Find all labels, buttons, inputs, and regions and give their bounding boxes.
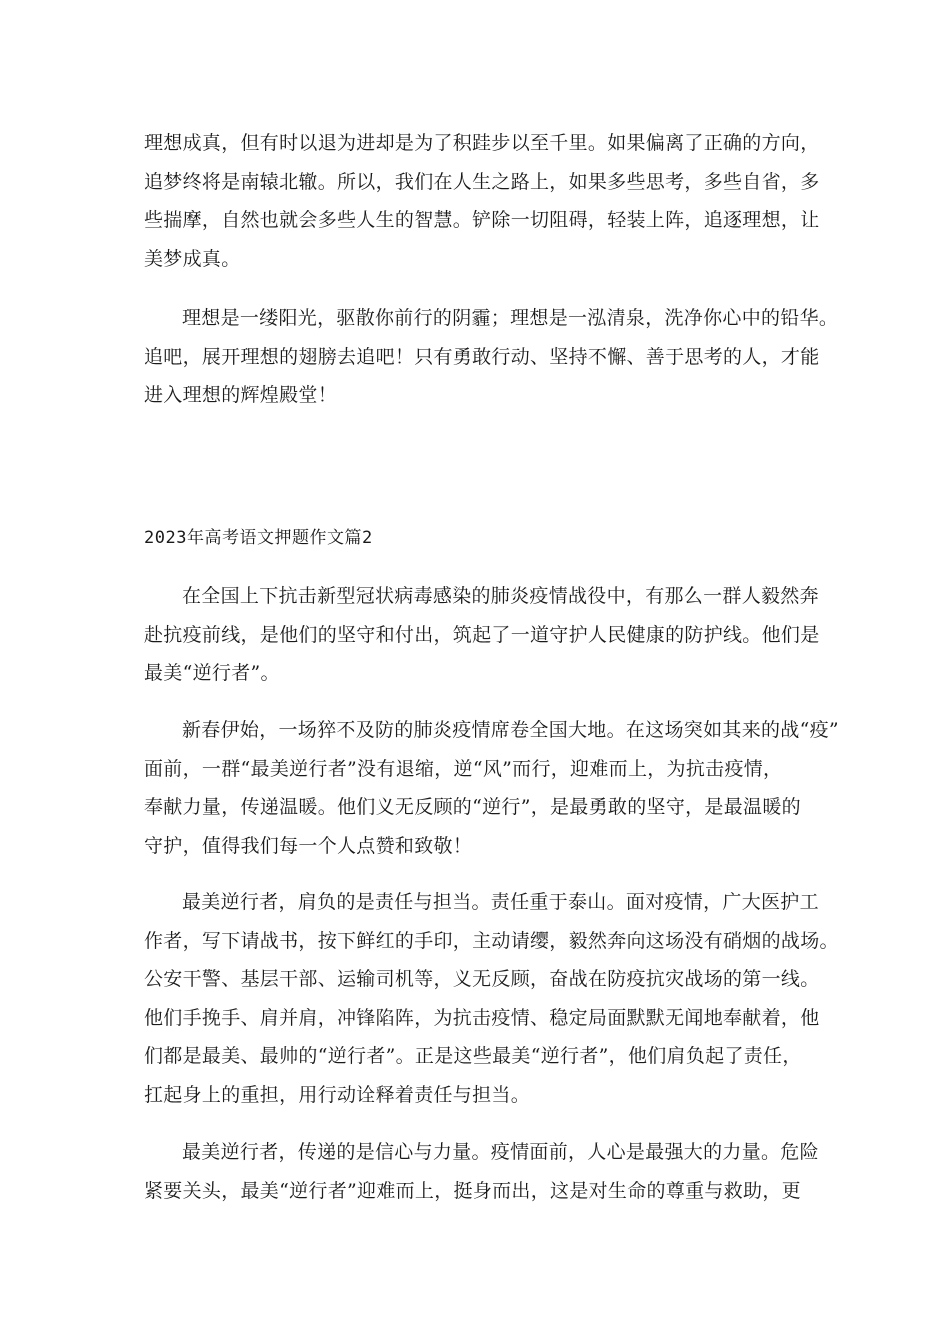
paragraph-line: 面前，一群“最美逆行者”没有退缩，逆“风”而行，迎难而上，为抗击疫情， bbox=[144, 757, 783, 780]
paragraph-line: 赴抗疫前线，是他们的坚守和付出，筑起了一道守护人民健康的防护线。他们是 bbox=[144, 623, 820, 646]
paragraph-line: 追吧，展开理想的翅膀去追吧！只有勇敢行动、坚持不懈、善于思考的人，才能 bbox=[144, 345, 820, 368]
paragraph-intro bbox=[144, 577, 820, 693]
paragraph-line: 最美逆行者，传递的是信心与力量。疫情面前，人心是最强大的力量。危险 bbox=[182, 1141, 819, 1163]
section-heading: 2023年高考语文押题作文篇2 bbox=[144, 528, 373, 548]
paragraph-line: 公安干警、基层干部、运输司机等，义无反顾，奋战在防疫抗灾战场的第一线。 bbox=[144, 968, 820, 990]
paragraph-line: 追梦终将是南辕北辙。所以，我们在人生之路上，如果多些思考，多些自省，多 bbox=[144, 170, 820, 193]
paragraph-line: 理想成真，但有时以退为进却是为了积跬步以至千里。如果偏离了正确的方向， bbox=[144, 132, 820, 154]
paragraph-line: 些揣摩，自然也就会多些人生的智慧。铲除一切阻碍，轻装上阵，追逐理想，让 bbox=[144, 209, 820, 231]
paragraph-line: 守护，值得我们每一个人点赞和致敬！ bbox=[144, 834, 473, 857]
paragraph-line: 理想是一缕阳光，驱散你前行的阴霾；理想是一泓清泉，洗净你心中的铅华。 bbox=[182, 307, 839, 329]
paragraph-confidence bbox=[144, 1133, 819, 1210]
paragraph-line: 最美逆行者，肩负的是责任与担当。责任重于泰山。面对疫情，广大医护工 bbox=[182, 891, 819, 913]
paragraph-line: 作者，写下请战书，按下鲜红的手印，主动请缨，毅然奔向这场没有硝烟的战场。 bbox=[144, 929, 839, 952]
paragraph-spring bbox=[144, 711, 839, 865]
paragraph-line: 进入理想的辉煌殿堂！ bbox=[144, 384, 338, 406]
paragraph-ideal-conclusion bbox=[144, 299, 839, 415]
paragraph-line: 紧要关头，最美“逆行者”迎难而上，挺身而出，这是对生命的尊重与救助，更 bbox=[144, 1179, 801, 1202]
paragraph-line: 最美“逆行者”。 bbox=[144, 662, 280, 684]
paragraph-line: 们都是最美、最帅的“逆行者”。正是这些最美“逆行者”，他们肩负起了责任， bbox=[144, 1045, 802, 1067]
paragraph-line: 扛起身上的重担，用行动诠释着责任与担当。 bbox=[144, 1083, 531, 1106]
paragraph-responsibility bbox=[144, 883, 839, 1114]
paragraph-line: 新春伊始，一场猝不及防的肺炎疫情席卷全国大地。在这场突如其来的战“疫” bbox=[182, 719, 839, 741]
paragraph-line: 美梦成真。 bbox=[144, 247, 241, 270]
paragraph-line: 他们手挽手、肩并肩，冲锋陷阵，为抗击疫情、稳定局面默默无闻地奉献着，他 bbox=[144, 1006, 820, 1029]
paragraph-line: 在全国上下抗击新型冠状病毒感染的肺炎疫情战役中，有那么一群人毅然奔 bbox=[182, 585, 819, 607]
paragraph-line: 奉献力量，传递温暖。他们义无反顾的“逆行”，是最勇敢的坚守，是最温暖的 bbox=[144, 796, 801, 818]
paragraph-ideal-continuation bbox=[144, 124, 820, 278]
